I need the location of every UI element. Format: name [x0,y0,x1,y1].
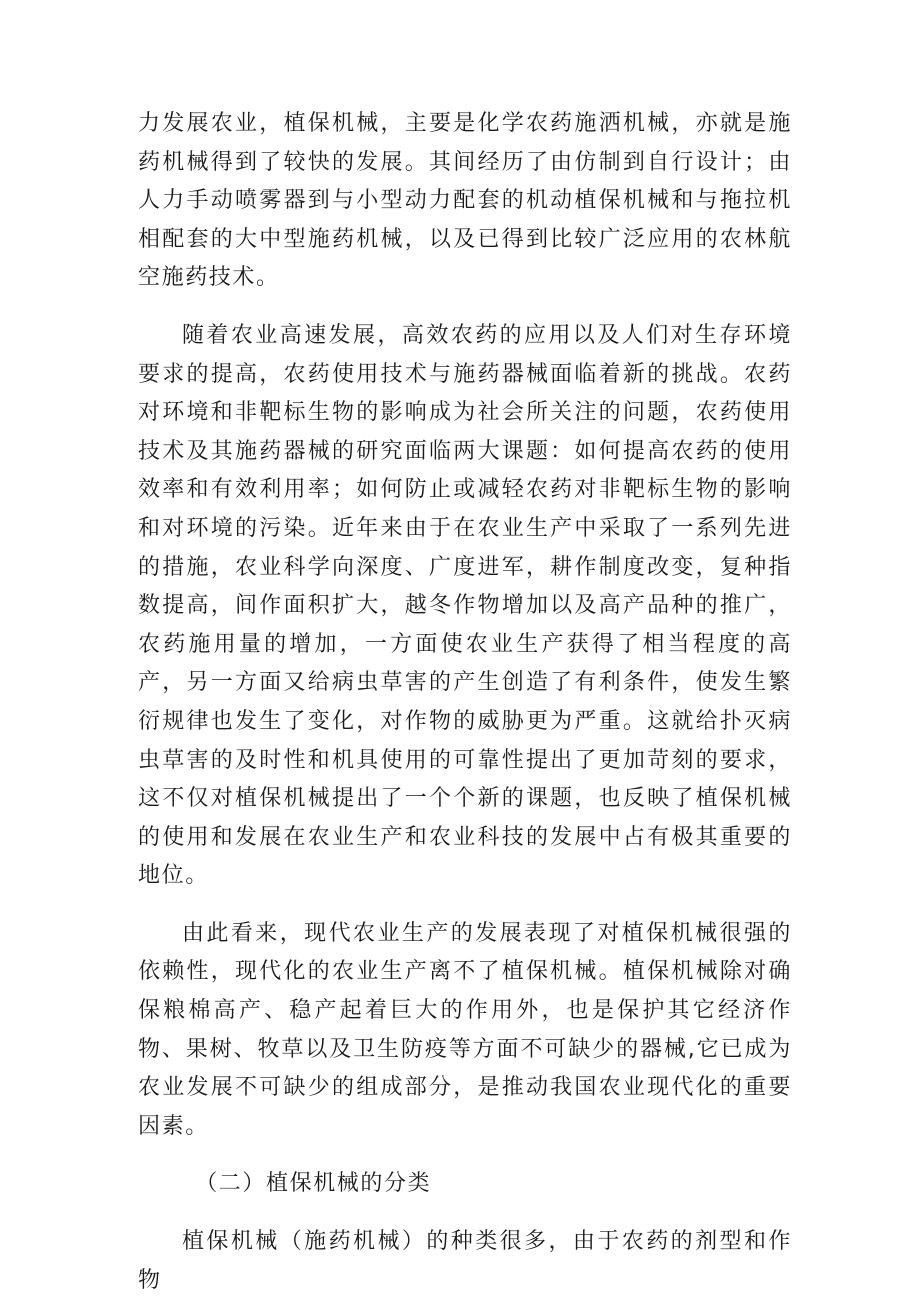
paragraph-continuation: 力发展农业，植保机械，主要是化学农药施洒机械，亦就是施药机械得到了较快的发展。其间经历了由仿制到自行设计；由人力手动喷雾器到与小型动力配套的机动植保机械和与拖拉机相配套的大中型施药机械，以及已得到比较广泛应用的农林航空施药技术。 [138,111,792,291]
paragraph-challenges: 随着农业高速发展，高效农药的应用以及人们对生存环境要求的提高，农药使用技术与施药器械面临着新的挑战。农药对环境和非靶标生物的影响成为社会所关注的问题，农药使用技术及其施药器械的研究面临两大课题：如何提高农药的使用效率和有效利用率；如何防止或减轻农药对非靶标生物的影响和对环境的污染。近年来由于在农业生产中采取了一系列先进的措施，农业科学向深度、广度进军，耕作制度改变，复种指数提高，间作面积扩大，越冬作物增加以及高产品种的推广，农药施用量的增加，一方面使农业生产获得了相当程度的高产，另一方面又给病虫草害的产生创造了有利条件，使发生繁衍规律也发生了变化，对作物的威胁更为严重。这就给扑灭病虫草害的及时性和机具使用的可靠性提出了更加苛刻的要求，这不仅对植保机械提出了一个个新的课题，也反映了植保机械的使用和发展在农业生产和农业科技的发展中占有极其重要的地位。 [138,322,792,889]
document-body [138,105,792,1300]
section-heading: （二）植保机械的分类 [195,1171,432,1197]
paragraph-classification: 植保机械（施药机械）的种类很多，由于农药的剂型和作物 [138,1229,792,1293]
paragraph-importance: 由此看来，现代农业生产的发展表现了对植保机械很强的依赖性，现代化的农业生产离不了植保机械。植保机械除对确保粮棉高产、稳产起着巨大的作用外，也是保护其它经济作物、果树、牧草以及卫生防疫等方面不可缺少的器械,它已成为农业发展不可缺少的组成部分，是推动我国农业现代化的重要因素。 [138,920,792,1139]
